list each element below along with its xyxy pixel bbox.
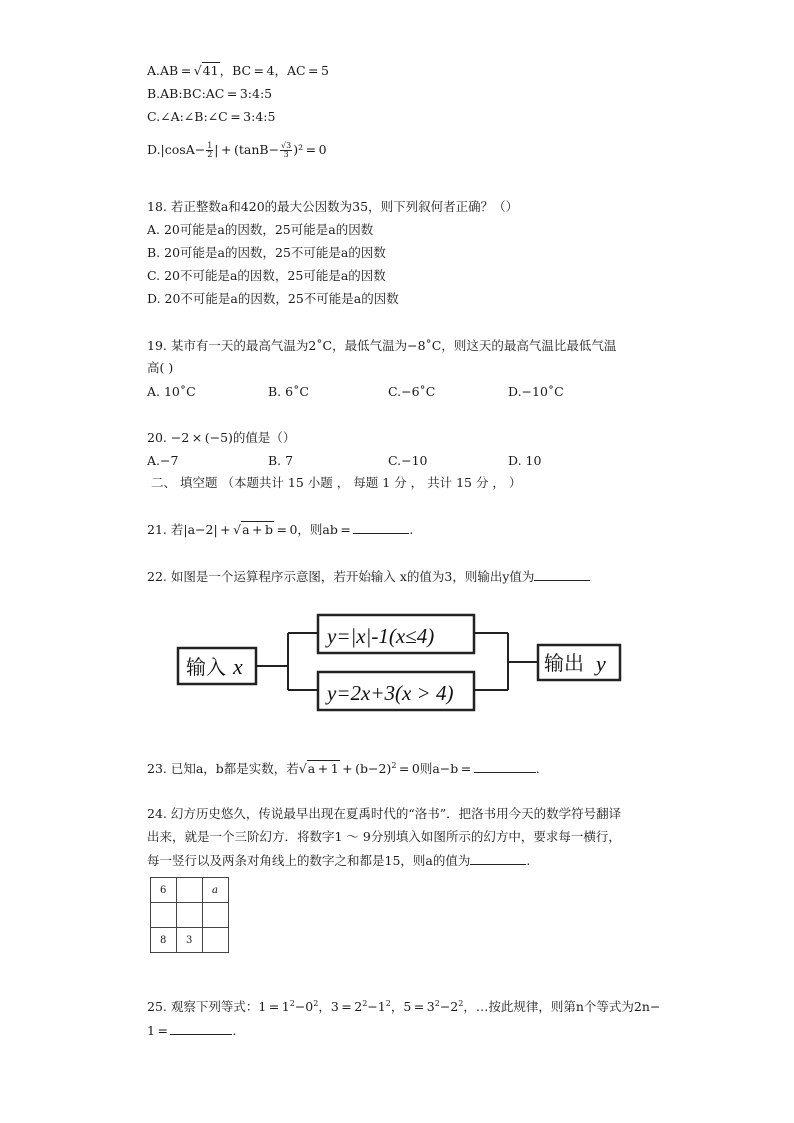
q22-flow-diagram [175, 610, 625, 716]
magic-cell: 3 [177, 928, 203, 953]
flow-lower-formula: y=2x+3(x > 4) [327, 681, 454, 705]
q21-stem: 21. 若|a−2| + √a + b = 0，则ab = . [147, 522, 414, 537]
q17-option-d: D.|cosA− $\frac{1}{2}$ | + (tanB− $\frac{√3}{3}$ )² = 0 [147, 141, 327, 159]
q18-stem: 18. 若正整数a和420的最大公因数为35，则下列叙何者正确？（） [147, 199, 519, 214]
q17-option-c: C.∠A:∠B:∠C = 3:4:5 [147, 109, 276, 124]
magic-cell [151, 903, 177, 928]
q22-answer-blank[interactable] [534, 568, 590, 581]
q24-answer-blank[interactable] [470, 852, 526, 865]
q25-line2: 1 = . [147, 1023, 237, 1038]
q17-option-b: B.AB:BC:AC = 3:4:5 [147, 86, 273, 101]
q19-stem-line1: 19. 某市有一天的最高气温为2˚C，最低气温为−8˚C，则这天的最高气温比最低气温 [147, 338, 617, 353]
magic-cell [203, 928, 229, 953]
magic-cell [177, 878, 203, 903]
q17-option-a: A.AB = √41，BC = 4，AC = 5 [147, 63, 329, 78]
q18-option-c: C. 20不可能是a的因数，25可能是a的因数 [147, 268, 386, 283]
q18-option-b: B. 20可能是a的因数，25不可能是a的因数 [147, 245, 386, 260]
q19-option-d: D.−10˚C [508, 384, 564, 399]
q23-answer-blank[interactable] [474, 760, 536, 773]
magic-cell [203, 903, 229, 928]
section-heading-fill-in: 二、 填空题 （本题共计 15 小题 ， 每题 1 分 ， 共计 15 分 ， ） [151, 475, 522, 490]
flow-output-label: 输出 [544, 651, 584, 675]
q19-stem-line2: 高( ) [147, 360, 174, 375]
flow-input-var: x [233, 654, 243, 679]
q20-option-a: A.−7 [147, 453, 179, 468]
q24-line1: 24. 幻方历史悠久，传说最早出现在夏禹时代的“洛书”．把洛书用今天的数学符号翻译 [147, 806, 622, 821]
magic-cell [177, 903, 203, 928]
flow-input-label: 输入 [186, 655, 226, 679]
q25-answer-blank[interactable] [170, 1022, 232, 1035]
q24-line3: 每一竖行以及两条对角线上的数字之和都是15，则a的值为 . [147, 853, 531, 868]
q19-option-a: A. 10˚C [147, 384, 196, 399]
q21-answer-blank[interactable] [353, 521, 409, 534]
q18-option-a: A. 20可能是a的因数，25可能是a的因数 [147, 222, 374, 237]
q20-stem: 20. −2 × (−5)的值是（） [147, 430, 296, 445]
q20-option-b: B. 7 [268, 453, 294, 468]
magic-square [150, 877, 229, 953]
q19-option-c: C.−6˚C [388, 384, 436, 399]
flow-upper-formula: y=|x|-1(x≤4) [327, 624, 435, 648]
q19-option-b: B. 6˚C [268, 384, 309, 399]
q20-option-d: D. 10 [508, 453, 542, 468]
flow-output-var: y [596, 651, 606, 676]
q20-option-c: C.−10 [388, 453, 428, 468]
q18-option-d: D. 20不可能是a的因数，25不可能是a的因数 [147, 291, 399, 306]
q25-line1: 25. 观察下列等式：$1 = 1^2-0^2$，$3 = 2^2-1^2$，$5 = 3^2-2^2$，…按此规律，则第n个等式为2n− [147, 999, 661, 1014]
magic-cell: 6 [151, 878, 177, 903]
q22-stem: 22. 如图是一个运算程序示意图，若开始输入 x的值为3，则输出y值为 [147, 568, 590, 585]
magic-cell: 8 [151, 928, 177, 953]
magic-cell: a [203, 878, 229, 903]
q23-stem: 23. 已知a，b都是实数，若$√a + 1 + (b-2)^2 = 0$则a−b = . [147, 761, 540, 776]
q24-line2: 出来，就是一个三阶幻方．将数字1 ～ 9分别填入如图所示的幻方中，要求每一横行， [147, 829, 621, 844]
